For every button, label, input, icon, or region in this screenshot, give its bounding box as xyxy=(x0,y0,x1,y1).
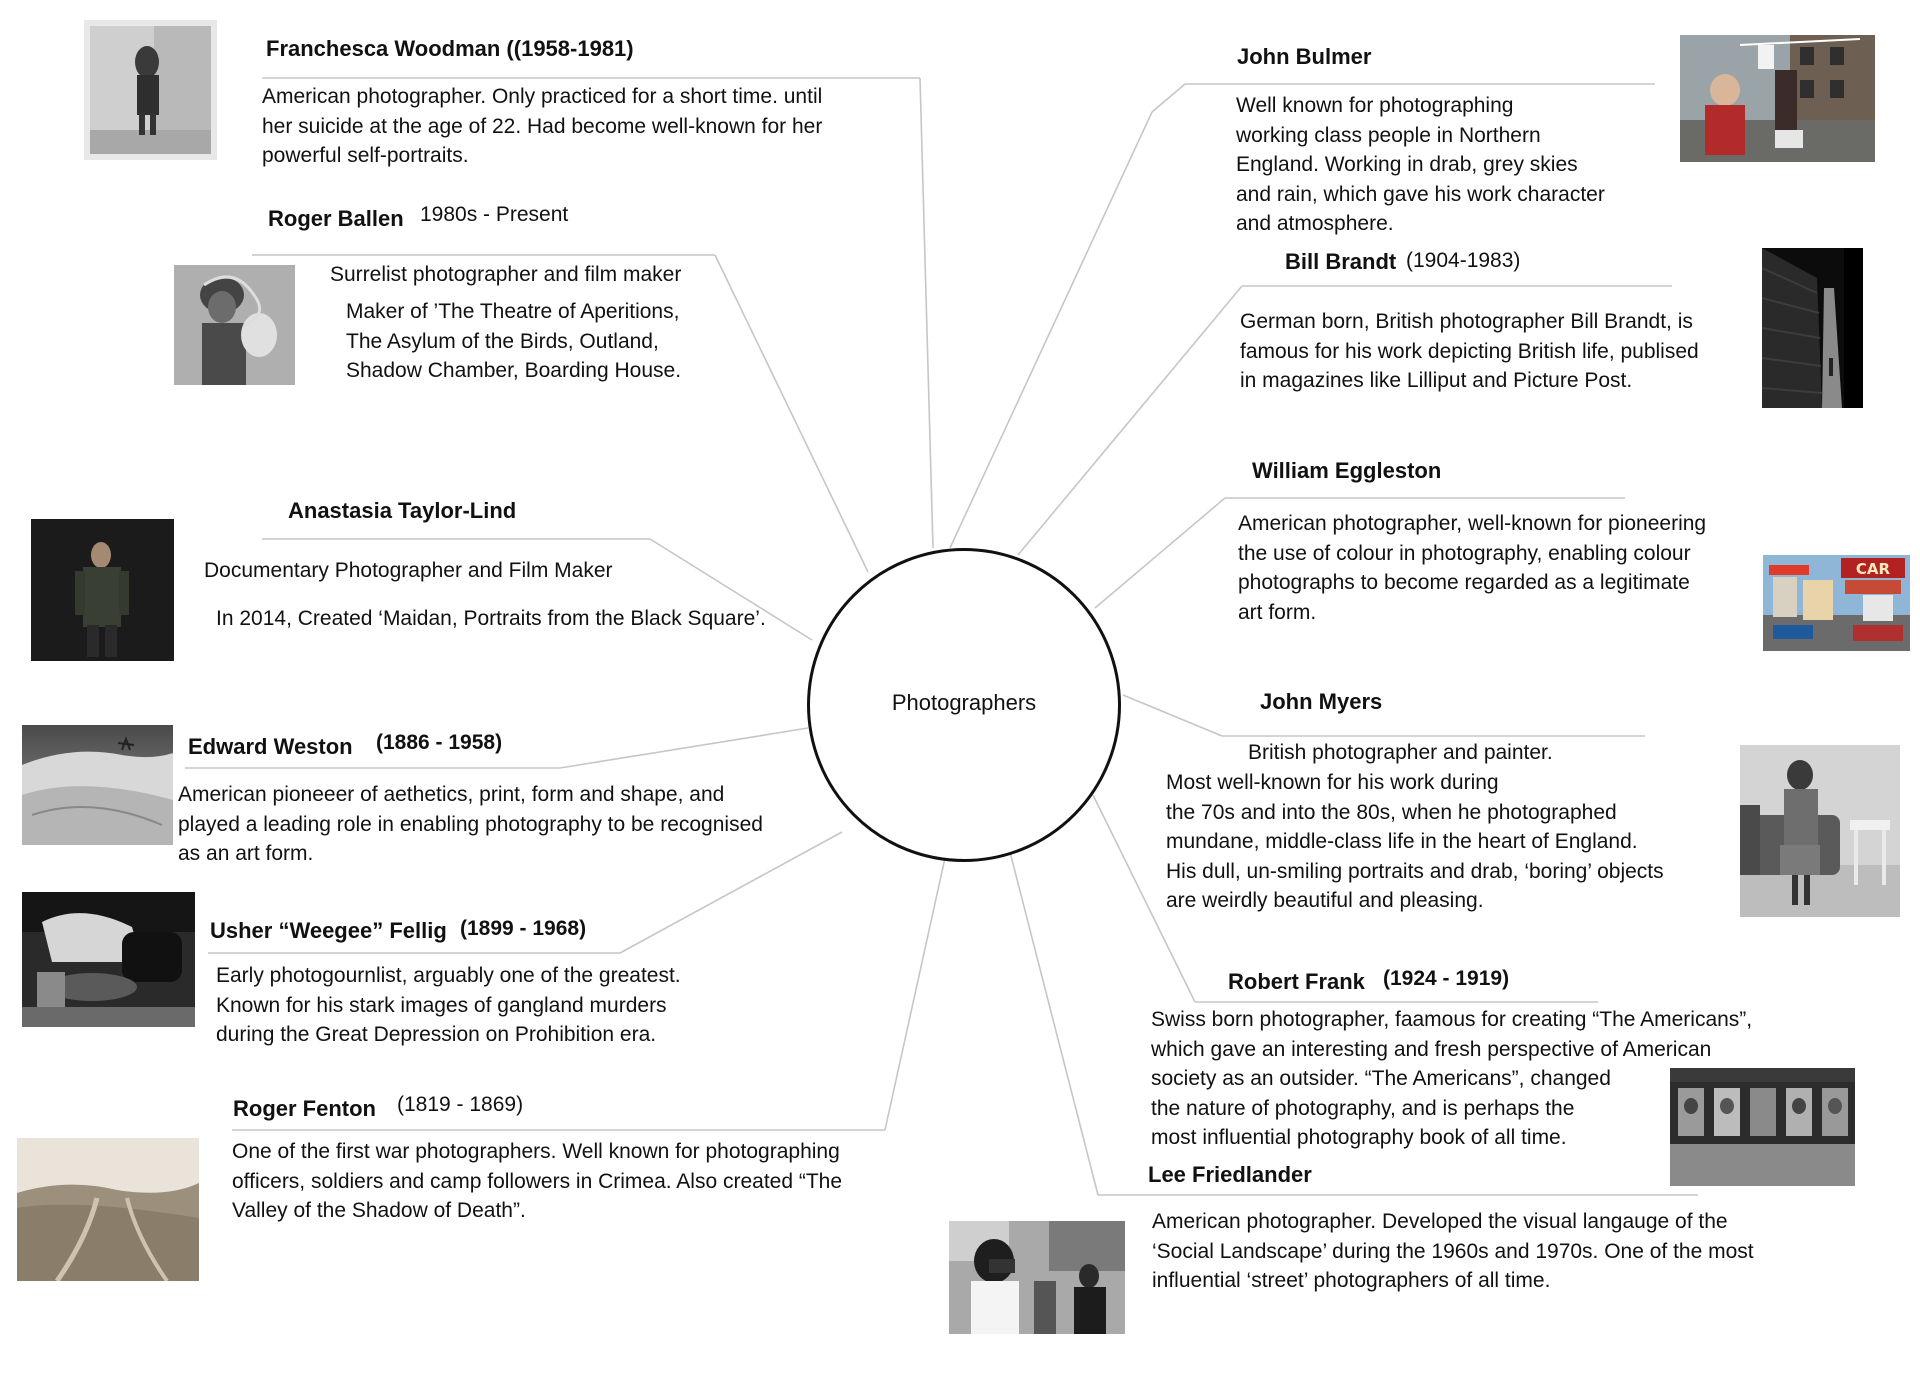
photo-frank xyxy=(1670,1068,1855,1186)
center-label: Photographers xyxy=(891,690,1037,715)
desc-weston: American pioneeer of aethetics, print, form and shape, and played a leading role in enabling photography to be recognised as an art form. xyxy=(178,783,763,865)
name-frank: Robert Frank xyxy=(1228,969,1365,994)
dates-ballen: 1980s - Present xyxy=(420,203,569,226)
name-ballen: Roger Ballen xyxy=(268,206,404,231)
name-friedlander: Lee Friedlander xyxy=(1148,1162,1312,1187)
dates-frank: (1924 - 1919) xyxy=(1383,967,1510,990)
dates-weston: (1886 - 1958) xyxy=(376,731,503,754)
photo-weegee xyxy=(22,892,195,1027)
desc-taylor-lind: Documentary Photographer and Film Maker xyxy=(204,559,613,582)
desc-weegee: Early photogournlist, arguably one of the greatest. Known for his stark images of gangland murders during the Great Depression on Prohibition era. xyxy=(216,964,681,1046)
connector-fenton xyxy=(885,858,945,1130)
name-woodman: Franchesca Woodman ((1958-1981) xyxy=(266,36,634,61)
desc-myers-detail: Most well-known for his work during the 70s and into the 80s, when he photographed mundane, middle-class life in the heart of England. His dull, un-smiling portraits and drab, ‘boring’ objects are weirdly beautiful and pleasing. xyxy=(1166,771,1664,912)
connector-ballen xyxy=(715,255,868,572)
name-taylor-lind: Anastasia Taylor-Lind xyxy=(288,498,517,523)
dates-brandt: (1904-1983) xyxy=(1406,249,1521,272)
photo-ballen xyxy=(174,265,295,385)
connector-bulmer xyxy=(950,112,1152,548)
connector-bulmer xyxy=(1152,84,1185,112)
desc-ballen-works: Maker of ’The Theatre of Aperitions, The Asylum of the Birds, Outland, Shadow Chamber, Boarding House. xyxy=(346,300,682,382)
photo-eggleston xyxy=(1763,555,1910,651)
desc-fenton: One of the first war photographers. Well known for photographing officers, soldiers and camp followers in Crimea. Also created “The Valley of the Shadow of Death”. xyxy=(232,1140,843,1222)
connector-woodman xyxy=(920,78,933,548)
photo-bulmer xyxy=(1680,35,1875,162)
dates-weegee: (1899 - 1968) xyxy=(460,917,587,940)
connector-friedlander xyxy=(1010,852,1098,1195)
photo-brandt xyxy=(1762,248,1863,408)
connector-myers xyxy=(1123,695,1222,736)
desc-friedlander: American photographer. Developed the visual langauge of the ‘Social Landscape’ during the 1960s and 1970s. One of the most influential ‘street’ photographers of all time. xyxy=(1152,1210,1754,1292)
name-weegee: Usher “Weegee” Fellig xyxy=(210,918,447,943)
name-bulmer: John Bulmer xyxy=(1237,44,1372,69)
desc-woodman: American photographer. Only practiced for a short time. until her suicide at the age of 22. Had become well-known for her powerful self-portraits. xyxy=(262,85,823,167)
connector-brandt xyxy=(1018,286,1242,555)
photo-taylor-lind xyxy=(31,519,174,661)
desc-bulmer: Well known for photographing working class people in Northern England. Working in drab, grey skies and rain, which gave his work character and atmosphere. xyxy=(1236,94,1605,235)
connector-weston xyxy=(560,728,808,768)
desc-brandt: German born, British photographer Bill Brandt, is famous for his work depicting British life, publised in magazines like Lilliput and Picture Post. xyxy=(1240,310,1699,392)
name-fenton: Roger Fenton xyxy=(233,1096,376,1121)
desc-frank: Swiss born photographer, faamous for creating “The Americans”, which gave an interesting and fresh perspective of American society as an outsider. “The Americans”, changed the nature of photography, and is perhaps the most influential photography book of all time. xyxy=(1151,1008,1753,1149)
desc-ballen: Surrelist photographer and film maker xyxy=(330,263,682,286)
desc-taylor-lind-project: In 2014, Created ‘Maidan, Portraits from the Black Square’. xyxy=(216,607,766,630)
photo-fenton xyxy=(17,1138,199,1281)
photo-friedlander xyxy=(949,1221,1125,1334)
connector-eggleston xyxy=(1095,498,1225,608)
name-weston: Edward Weston xyxy=(188,734,353,759)
photo-myers xyxy=(1740,745,1900,917)
photo-woodman xyxy=(84,20,217,160)
eggleston-sign-text: CAR xyxy=(1855,560,1891,578)
desc-myers: British photographer and painter. xyxy=(1248,741,1553,764)
name-brandt: Bill Brandt xyxy=(1285,249,1397,274)
name-myers: John Myers xyxy=(1260,689,1383,714)
dates-fenton: (1819 - 1869) xyxy=(397,1093,524,1116)
photo-weston xyxy=(22,725,173,845)
desc-eggleston: American photographer, well-known for pioneering the use of colour in photography, enabling colour photographs to become regarded as a legitimate art form. xyxy=(1238,512,1707,624)
name-eggleston: William Eggleston xyxy=(1252,458,1442,483)
